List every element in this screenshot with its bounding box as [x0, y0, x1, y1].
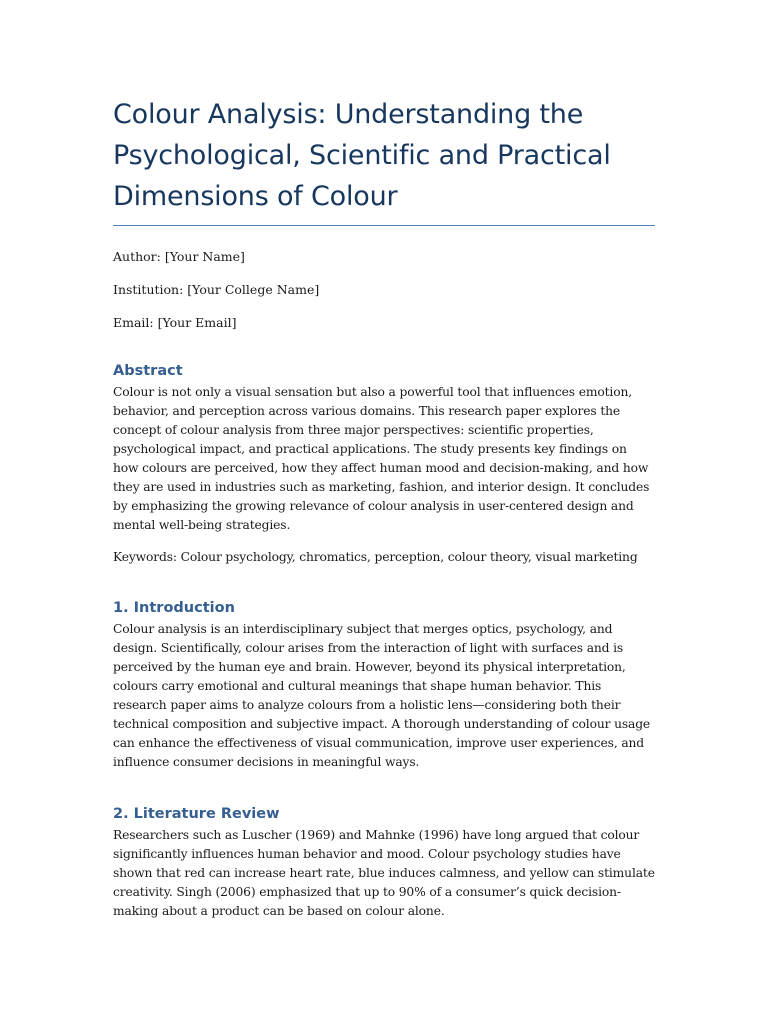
- abstract-paragraph: Colour is not only a visual sensation but also a powerful tool that influences emotion, behavior, and perception across various domains. This research paper explores the concept of colour analysis from three major perspectives: scientific properties, psychological impact, and practical applications. The study presents key findings on how colours are perceived, how they affect human mood and decision-making, and how they are used in industries such as marketing, fashion, and interior design. It concludes by emphasizing the growing relevance of colour analysis in user-centered design and mental well-being strategies.: [113, 385, 650, 532]
- institution-line: Institution: [Your College Name]: [113, 282, 320, 297]
- email-line: Email: [Your Email]: [113, 315, 237, 330]
- author-line: Author: [Your Name]: [113, 249, 245, 264]
- page-title: Colour Analysis: Understanding the Psychological, Scientific and Practical Dimensions of Colour: [113, 94, 655, 226]
- introduction-paragraph: Colour analysis is an interdisciplinary subject that merges optics, psychology, and design. Scientifically, colour arises from the interaction of light with surfaces and is perceived by the human eye and brain. However, beyond its physical interpretation, colours carry emotional and cultural meanings that shape human behavior. This research paper aims to analyze colours from a holistic lens—considering both their technical composition and subjective impact. A thorough understanding of colour usage can enhance the effectiveness of visual communication, improve user experiences, and influence consumer decisions in meaningful ways.: [113, 622, 651, 769]
- introduction-heading: 1. Introduction: [113, 600, 235, 616]
- literature-review-heading: 2. Literature Review: [113, 806, 280, 822]
- abstract-heading: Abstract: [113, 363, 183, 379]
- literature-review-paragraph: Researchers such as Luscher (1969) and Mahnke (1996) have long argued that colour significantly influences human behavior and mood. Colour psychology studies have shown that red can increase heart rate, blue induces calmness, and yellow can stimulate creativity. Singh (2006) emphasized that up to 90% of a consumer’s quick decision-making about a product can be based on colour alone.: [113, 828, 655, 918]
- keywords-line: Keywords: Colour psychology, chromatics, perception, colour theory, visual marketing: [113, 550, 638, 564]
